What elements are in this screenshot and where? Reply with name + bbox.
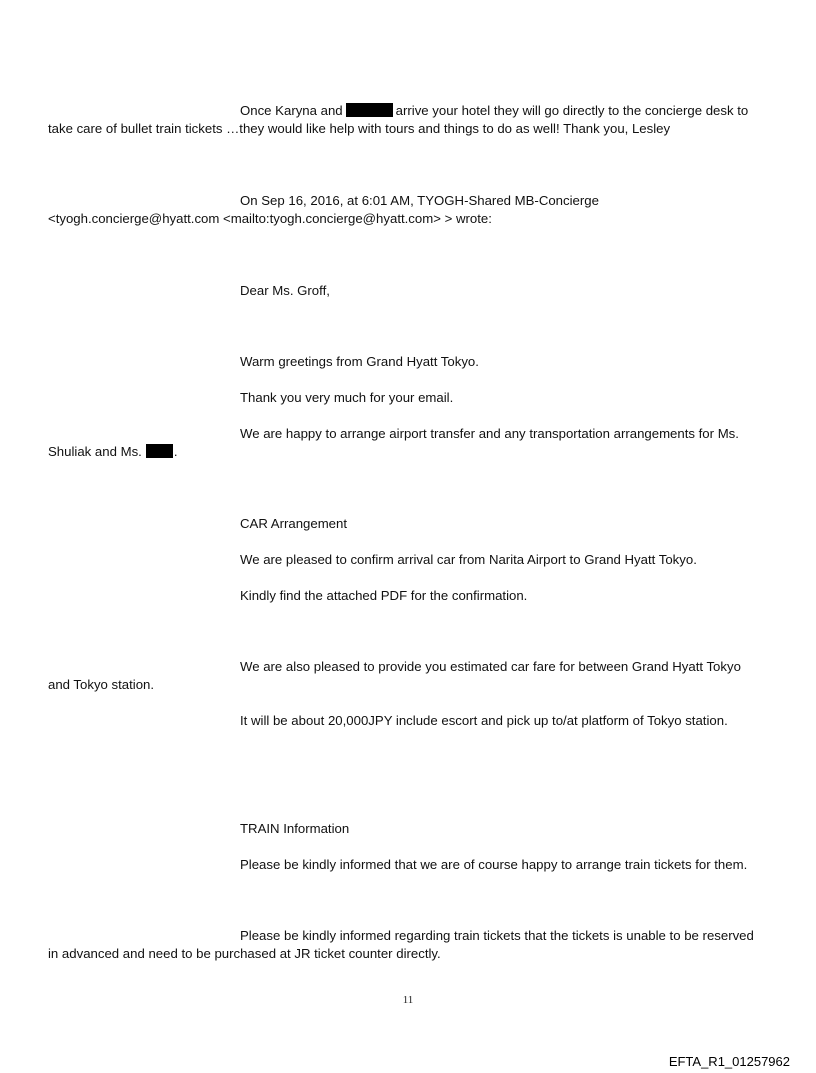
train-heading: TRAIN Information — [240, 821, 350, 836]
happy-text-c: . — [173, 444, 178, 459]
intro-line-1 — [240, 102, 748, 120]
redaction-box — [346, 103, 393, 117]
fare-line-2: and Tokyo station. — [48, 677, 155, 692]
happy-text-b: Shuliak and Ms. — [48, 444, 142, 459]
car-confirm-line: We are pleased to confirm arrival car from Narita Airport to Grand Hyatt Tokyo. — [240, 552, 697, 567]
page-number: 11 — [402, 994, 414, 1006]
train-line-2: Please be kindly informed regarding train tickets that the tickets is unable to be reserved — [240, 928, 754, 943]
bates-number: EFTA_R1_01257962 — [668, 1054, 790, 1069]
car-heading: CAR Arrangement — [240, 516, 348, 531]
intro-line-2: take care of bullet train tickets …they would like help with tours and things to do as well! Thank you, Lesley — [48, 121, 671, 136]
redaction-box — [146, 444, 173, 458]
fare-line-3: It will be about 20,000JPY include escort and pick up to/at platform of Tokyo station. — [240, 713, 728, 728]
intro-text-a: Once Karyna and — [240, 103, 343, 118]
train-line-3: in advanced and need to be purchased at JR ticket counter directly. — [48, 946, 441, 961]
fare-line-1: We are also pleased to provide you estimated car fare for between Grand Hyatt Tokyo — [240, 659, 741, 674]
salutation: Dear Ms. Groff, — [240, 283, 330, 298]
quote-header-line-1: On Sep 16, 2016, at 6:01 AM, TYOGH-Shared MB-Concierge — [240, 193, 599, 208]
happy-line-2 — [48, 443, 178, 461]
car-pdf-line: Kindly find the attached PDF for the confirmation. — [240, 588, 528, 603]
greeting-line: Warm greetings from Grand Hyatt Tokyo. — [240, 354, 479, 369]
quote-header-line-2: <tyogh.concierge@hyatt.com <mailto:tyogh.concierge@hyatt.com> > wrote: — [48, 211, 492, 226]
happy-line-1: We are happy to arrange airport transfer and any transportation arrangements for Ms. — [240, 426, 739, 441]
thanks-line: Thank you very much for your email. — [240, 390, 454, 405]
train-line-1: Please be kindly informed that we are of course happy to arrange train tickets for them. — [240, 857, 748, 872]
intro-text-b: arrive your hotel they will go directly to the concierge desk to — [395, 103, 749, 118]
